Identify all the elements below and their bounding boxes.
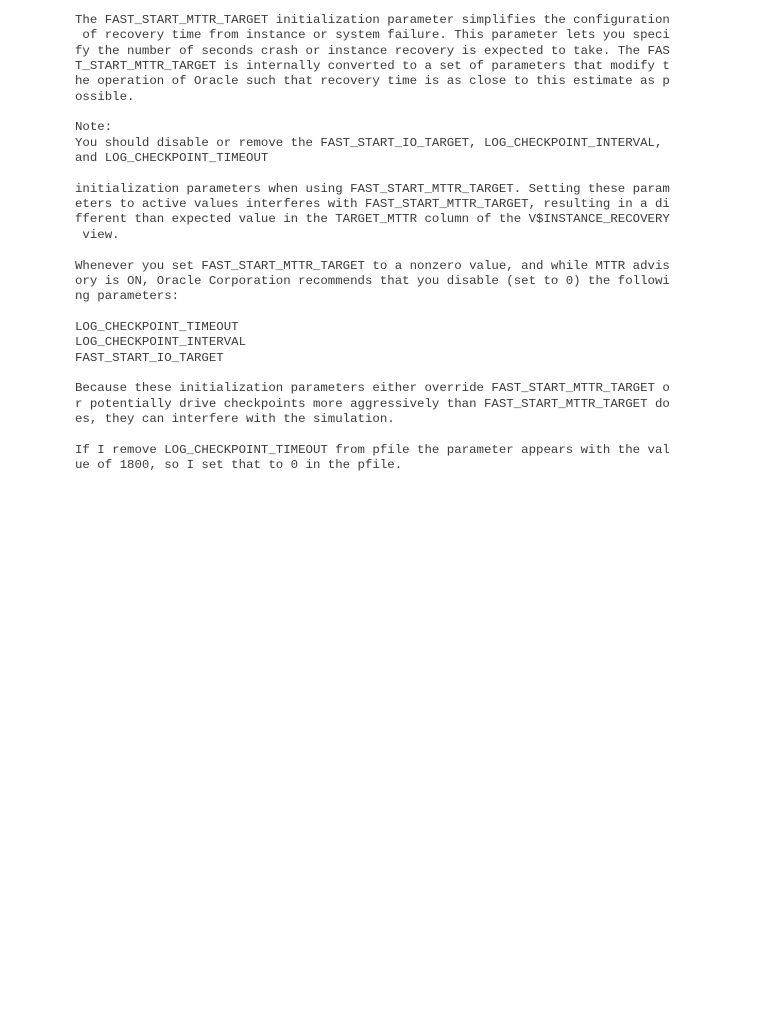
text-line: The FAST_START_MTTR_TARGET initialization parameter simplifies the configuration [75, 13, 670, 27]
paragraph-pfile-observation [75, 443, 675, 474]
paragraph-recommendation [75, 259, 675, 305]
text-line: ng parameters: [75, 289, 180, 304]
text-line: ossible. [75, 89, 135, 104]
paragraph-mttr-intro [75, 13, 675, 105]
document-page [75, 13, 675, 489]
text-line: fy the number of seconds crash or instance recovery is expected to take. The FAS [75, 43, 670, 58]
parameter-item: LOG_CHECKPOINT_TIMEOUT [75, 319, 239, 334]
text-line: es, they can interfere with the simulation. [75, 411, 395, 426]
text-line: fferent than expected value in the TARGET_MTTR column of the V$INSTANCE_RECOVERY [75, 212, 670, 227]
text-line: r potentially drive checkpoints more aggressively than FAST_START_MTTR_TARGET do [75, 396, 670, 411]
text-line: of recovery time from instance or system failure. This parameter lets you speci [75, 28, 670, 43]
note-heading: Note: [75, 120, 113, 135]
parameter-list [75, 320, 675, 366]
paragraph-reason [75, 381, 675, 427]
text-line: initialization parameters when using FAST_START_MTTR_TARGET. Setting these param [75, 181, 670, 196]
text-line: You should disable or remove the FAST_START_IO_TARGET, LOG_CHECKPOINT_INTERVAL, [75, 135, 663, 150]
paragraph-initialization [75, 182, 675, 243]
text-line: T_START_MTTR_TARGET is internally converted to a set of parameters that modify t [75, 59, 670, 74]
text-line: ue of 1800, so I set that to 0 in the pfile. [75, 457, 403, 472]
text-line: he operation of Oracle such that recovery time is as close to this estimate as p [75, 74, 670, 89]
text-line: If I remove LOG_CHECKPOINT_TIMEOUT from pfile the parameter appears with the val [75, 442, 670, 457]
parameter-item: FAST_START_IO_TARGET [75, 350, 224, 365]
paragraph-note [75, 120, 675, 166]
parameter-item: LOG_CHECKPOINT_INTERVAL [75, 335, 247, 350]
text-line: ory is ON, Oracle Corporation recommends that you disable (set to 0) the followi [75, 273, 670, 288]
text-line: view. [75, 227, 120, 242]
text-line: Whenever you set FAST_START_MTTR_TARGET to a nonzero value, and while MTTR advis [75, 258, 670, 273]
text-line: and LOG_CHECKPOINT_TIMEOUT [75, 151, 269, 166]
text-line: Because these initialization parameters either override FAST_START_MTTR_TARGET o [75, 381, 670, 396]
text-line: eters to active values interferes with FAST_START_MTTR_TARGET, resulting in a di [75, 197, 670, 212]
